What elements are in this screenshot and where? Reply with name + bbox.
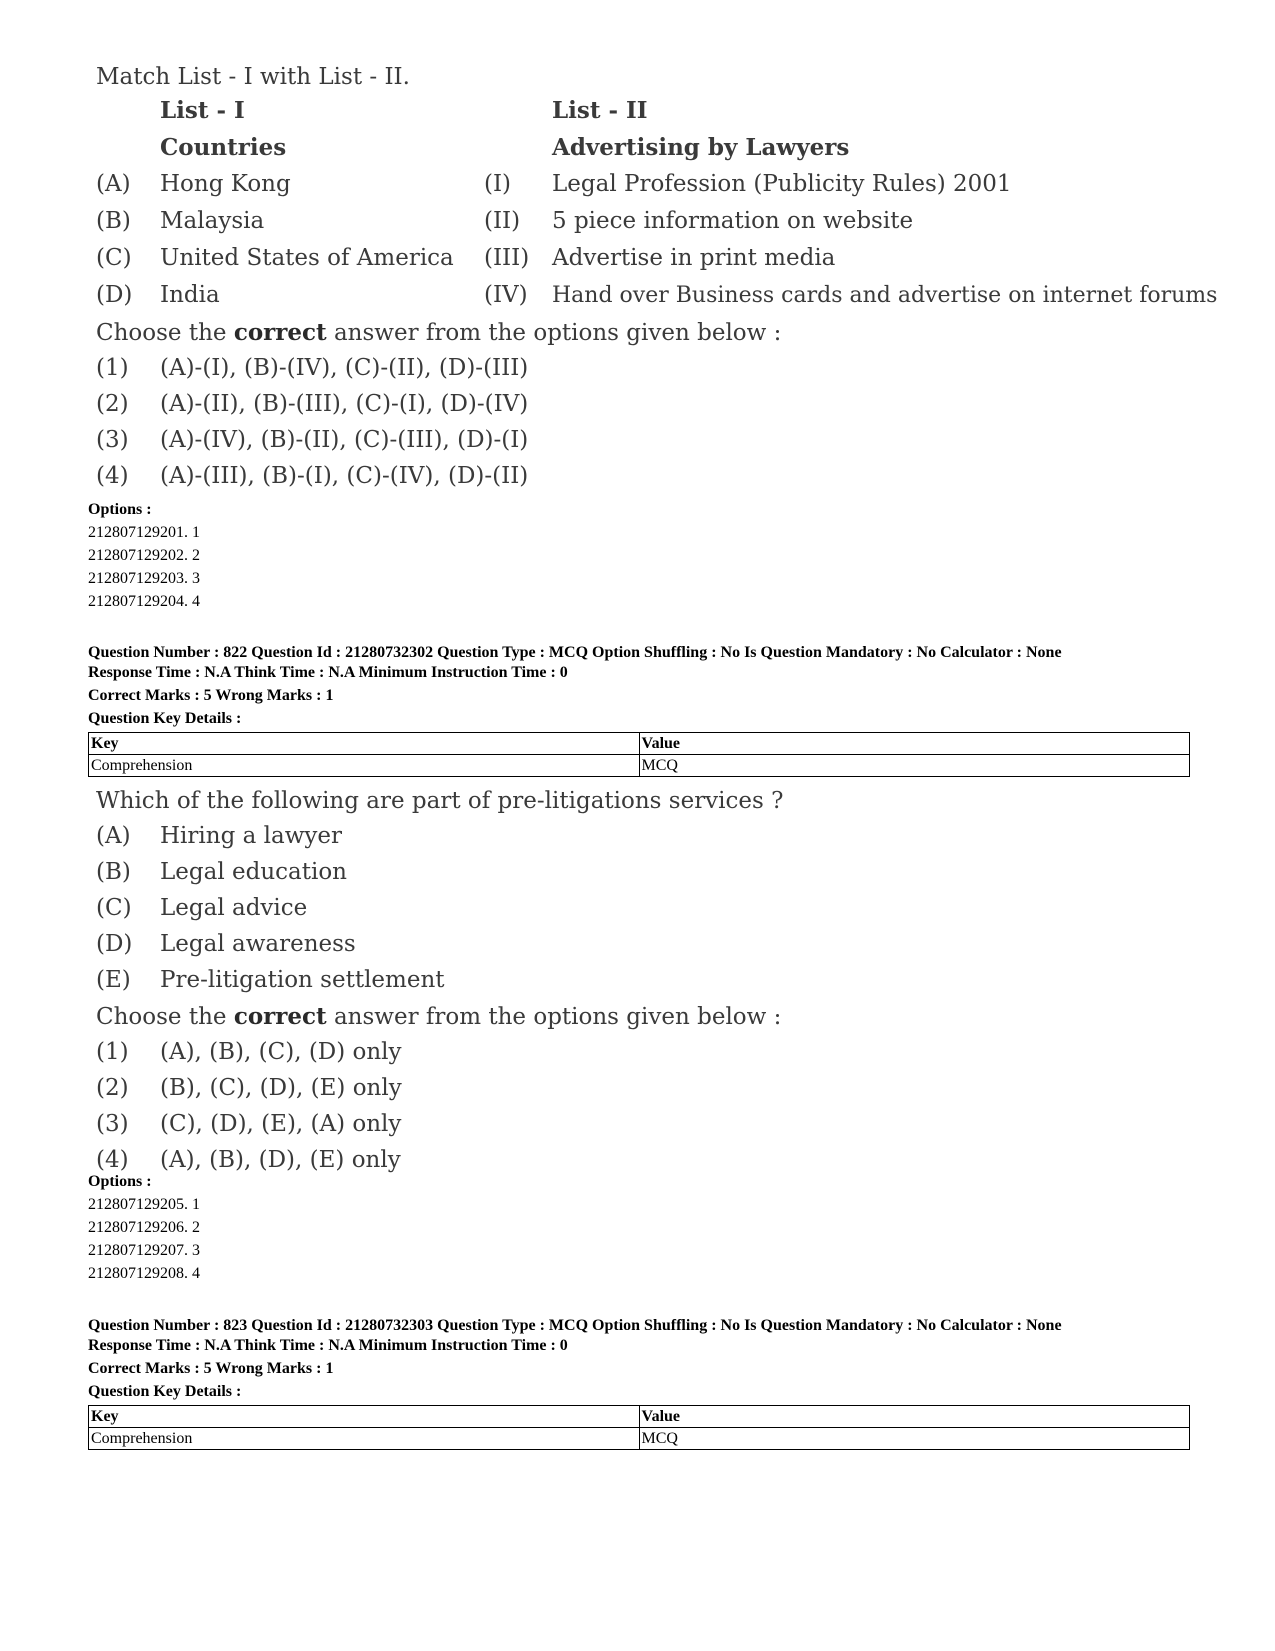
list-item xyxy=(96,962,1196,998)
choose-text: Choose the xyxy=(96,1004,234,1030)
question-marks: Correct Marks : 5 Wrong Marks : 1 xyxy=(88,687,334,704)
question-meta-line: Question Number : 823 Question Id : 21280732303 Question Type : MCQ Option Shuffling : No Is Question Mandatory : No Calculator : None xyxy=(88,1317,1062,1334)
match-row xyxy=(96,166,1196,203)
question-822-body xyxy=(96,784,1196,1178)
table-header-value: Value xyxy=(639,1406,1190,1428)
answer-number: (2) xyxy=(96,1075,129,1101)
item-letter: (E) xyxy=(96,967,131,993)
answer-choice xyxy=(96,1070,1196,1106)
answer-number: (4) xyxy=(96,463,129,489)
row-right: Hand over Business cards and advertise on internet forums xyxy=(552,283,1218,308)
table-cell-value: MCQ xyxy=(639,755,1190,777)
answer-text: (A)-(III), (B)-(I), (C)-(IV), (D)-(II) xyxy=(160,463,529,489)
table-header-value: Value xyxy=(639,733,1190,755)
options-list xyxy=(88,498,200,613)
answer-choice xyxy=(96,350,1196,386)
option-item: 212807129204. 4 xyxy=(88,593,200,610)
answer-number: (3) xyxy=(96,427,129,453)
answer-choice xyxy=(96,386,1196,422)
list2-title: List - II xyxy=(552,97,648,124)
match-row xyxy=(96,203,1196,240)
row-letter: (A) xyxy=(96,171,131,197)
table-header-key: Key xyxy=(89,1406,640,1428)
answer-number: (3) xyxy=(96,1111,129,1137)
table-header-row xyxy=(89,1406,1190,1428)
table-header-row xyxy=(89,733,1190,755)
question-stem: Match List - I with List - II. xyxy=(96,64,410,90)
answer-text: (A)-(II), (B)-(III), (C)-(I), (D)-(IV) xyxy=(160,391,529,417)
row-left: Malaysia xyxy=(160,208,265,234)
answer-number: (1) xyxy=(96,355,129,381)
table-cell-key: Comprehension xyxy=(89,755,640,777)
list-item xyxy=(96,854,1196,890)
row-right: Advertise in print media xyxy=(552,245,836,271)
item-letter: (C) xyxy=(96,895,132,921)
answer-text: (A), (B), (C), (D) only xyxy=(160,1039,402,1065)
list-item xyxy=(96,926,1196,962)
match-row xyxy=(96,277,1218,314)
item-text: Legal advice xyxy=(160,895,308,921)
list-subtitles xyxy=(96,129,1196,166)
question-821-body xyxy=(96,62,1218,494)
choose-instruction xyxy=(96,1000,1196,1034)
list1-title: List - I xyxy=(160,97,245,124)
row-letter: (C) xyxy=(96,245,132,271)
row-letter: (B) xyxy=(96,208,131,234)
answer-text: (C), (D), (E), (A) only xyxy=(160,1111,402,1137)
item-text: Legal education xyxy=(160,859,347,885)
list-item xyxy=(96,818,1196,854)
table-header-key: Key xyxy=(89,733,640,755)
choose-bold: correct xyxy=(233,319,327,346)
table-cell-key: Comprehension xyxy=(89,1428,640,1450)
question-meta-line: Question Number : 822 Question Id : 21280732302 Question Type : MCQ Option Shuffling : No Is Question Mandatory : No Calculator : None xyxy=(88,644,1062,661)
list1-subtitle: Countries xyxy=(160,134,287,161)
option-item: 212807129202. 2 xyxy=(88,547,200,564)
answer-text: (A)-(I), (B)-(IV), (C)-(II), (D)-(III) xyxy=(160,355,529,381)
key-details-label: Question Key Details : xyxy=(88,1383,242,1400)
item-text: Legal awareness xyxy=(160,931,356,957)
question-meta-line: Response Time : N.A Think Time : N.A Minimum Instruction Time : 0 xyxy=(88,664,568,681)
table-row xyxy=(89,755,1190,777)
row-left: India xyxy=(160,282,220,308)
answer-number: (4) xyxy=(96,1147,129,1173)
item-letter: (D) xyxy=(96,931,133,957)
row-roman: (IV) xyxy=(484,282,528,308)
answer-choice xyxy=(96,458,1196,494)
answer-text: (B), (C), (D), (E) only xyxy=(160,1075,402,1101)
answer-choice xyxy=(96,1106,1196,1142)
answer-text: (A), (B), (D), (E) only xyxy=(160,1147,401,1173)
row-roman: (II) xyxy=(484,208,521,234)
option-item: 212807129206. 2 xyxy=(88,1219,200,1236)
option-item: 212807129201. 1 xyxy=(88,524,200,541)
row-left: United States of America xyxy=(160,245,454,271)
row-right: 5 piece information on website xyxy=(552,208,914,234)
item-text: Hiring a lawyer xyxy=(160,823,342,849)
choose-instruction xyxy=(96,316,1196,350)
choose-text: answer from the options given below : xyxy=(326,320,782,346)
answer-choice xyxy=(96,422,1196,458)
match-row xyxy=(96,240,1196,277)
option-item: 212807129208. 4 xyxy=(88,1265,200,1282)
answer-choice xyxy=(96,1142,1196,1178)
list-item xyxy=(96,890,1196,926)
row-roman: (I) xyxy=(484,171,512,197)
choose-bold: correct xyxy=(233,1003,327,1030)
option-item: 212807129207. 3 xyxy=(88,1242,200,1259)
table-cell-value: MCQ xyxy=(639,1428,1190,1450)
answer-text: (A)-(IV), (B)-(II), (C)-(III), (D)-(I) xyxy=(160,427,529,453)
row-roman: (III) xyxy=(484,245,530,271)
row-left: Hong Kong xyxy=(160,171,291,197)
list2-subtitle: Advertising by Lawyers xyxy=(552,134,850,161)
option-item: 212807129203. 3 xyxy=(88,570,200,587)
table-row xyxy=(89,1428,1190,1450)
options-header: Options : xyxy=(88,501,152,518)
item-text: Pre-litigation settlement xyxy=(160,967,445,993)
question-marks: Correct Marks : 5 Wrong Marks : 1 xyxy=(88,1360,334,1377)
answer-number: (2) xyxy=(96,391,129,417)
options-list xyxy=(88,1170,200,1285)
row-letter: (D) xyxy=(96,282,133,308)
list-titles xyxy=(96,92,1196,129)
choose-text: answer from the options given below : xyxy=(326,1004,782,1030)
answer-choice xyxy=(96,1034,1196,1070)
question-meta-line: Response Time : N.A Think Time : N.A Minimum Instruction Time : 0 xyxy=(88,1337,568,1354)
key-details-label: Question Key Details : xyxy=(88,710,242,727)
answer-number: (1) xyxy=(96,1039,129,1065)
options-header: Options : xyxy=(88,1173,152,1190)
row-right: Legal Profession (Publicity Rules) 2001 xyxy=(552,171,1012,197)
question-stem: Which of the following are part of pre-litigations services ? xyxy=(96,788,784,814)
question-822-meta xyxy=(88,643,1188,729)
key-details-table xyxy=(88,732,1190,777)
choose-text: Choose the xyxy=(96,320,234,346)
key-details-table xyxy=(88,1405,1190,1450)
item-letter: (A) xyxy=(96,823,131,849)
question-823-meta xyxy=(88,1316,1188,1402)
option-item: 212807129205. 1 xyxy=(88,1196,200,1213)
item-letter: (B) xyxy=(96,859,131,885)
